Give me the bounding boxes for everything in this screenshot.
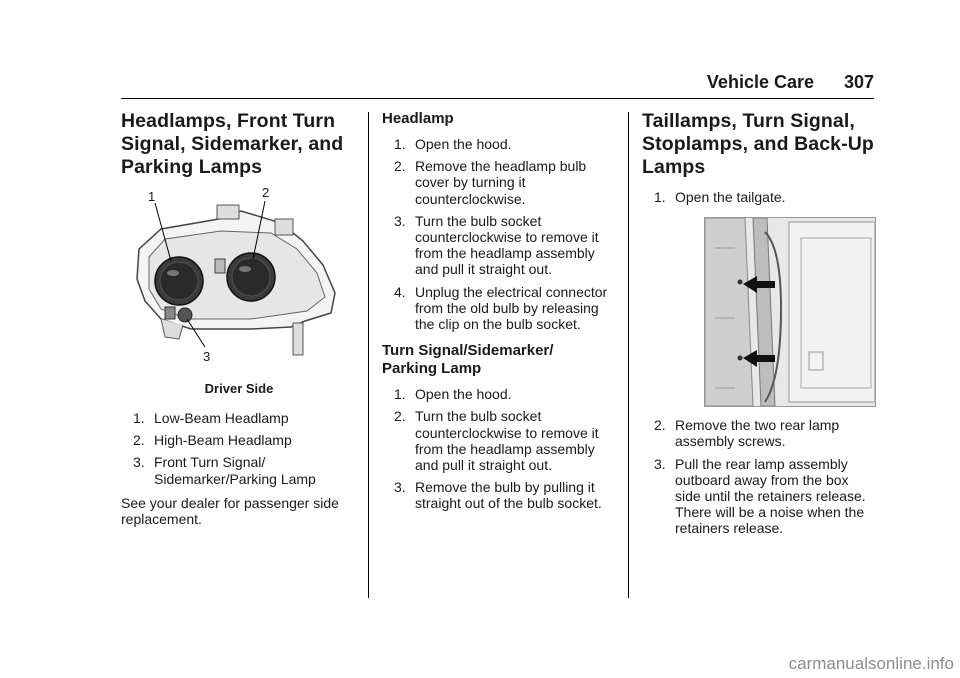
header-rule — [121, 98, 874, 99]
column-headlamp-steps — [382, 110, 616, 518]
taillamps-heading: Taillamps, Turn Signal, Stoplamps, and Back-Up Lamps — [642, 110, 874, 178]
page-header — [0, 72, 874, 96]
taillamp-step-1 — [642, 189, 876, 205]
headlamp-steps — [382, 136, 616, 332]
callout-1: 1 — [148, 189, 156, 204]
list-item: 2. Remove the two rear lamp assembly screws. — [654, 417, 840, 450]
section-title: Vehicle Care — [706, 72, 814, 92]
headlamp-heading: Headlamp — [382, 110, 454, 127]
turn-signal-heading: Turn Signal/Sidemarker/ Parking Lamp — [382, 342, 554, 378]
headlamps-heading: Headlamps, Front Turn Signal, Sidemarker, and Parking Lamps — [121, 110, 344, 178]
list-item: 1. Low-Beam Headlamp — [133, 410, 289, 426]
page-number: 307 — [843, 72, 874, 92]
list-item: 2. Turn the bulb socket counterclockwise to remove it from the headlamp assembly and pull it straight out. — [394, 408, 599, 474]
list-item: 2. Remove the headlamp bulb cover by turning it counterclockwise. — [394, 158, 587, 207]
taillamp-drawing — [705, 218, 875, 406]
taillamp-steps — [642, 417, 876, 536]
legend-list — [121, 410, 357, 487]
column-headlamps — [121, 110, 357, 527]
list-item: 1. Open the hood. — [394, 386, 512, 403]
list-item: 3. Turn the bulb socket counterclockwise to remove it from the headlamp assembly and pull it straight out. — [394, 212, 599, 278]
figure-caption: Driver Side — [204, 381, 274, 396]
headlamp-illustration — [121, 185, 357, 377]
watermark: carmanualsonline.info — [788, 654, 954, 673]
list-item: 1. Open the hood. — [394, 136, 512, 152]
turn-signal-steps — [382, 386, 616, 511]
list-item: 3. Front Turn Signal/ Sidemarker/Parking Lamp — [133, 454, 316, 487]
column-divider-2 — [628, 112, 629, 598]
list-item: 1. Open the tailgate. — [654, 189, 786, 205]
list-item: 2. High-Beam Headlamp — [133, 432, 292, 449]
callout-2: 2 — [262, 185, 270, 200]
list-item: 4. Unplug the electrical connector from the old bulb by releasing the clip on the bulb socket. — [394, 283, 608, 333]
list-item: 3. Remove the bulb by pulling it straight out of the bulb socket. — [394, 479, 602, 512]
column-divider-1 — [368, 112, 369, 598]
column-taillamps — [642, 110, 876, 543]
list-item: 3. Pull the rear lamp assembly outboard away from the box side until the retainers release. There will be a noise when the retainers release. — [654, 455, 866, 537]
taillamp-illustration — [704, 217, 876, 407]
headlamp-drawing — [121, 189, 357, 377]
callout-3: 3 — [203, 349, 211, 364]
passenger-side-note: See your dealer for passenger side replacement. — [121, 494, 339, 528]
